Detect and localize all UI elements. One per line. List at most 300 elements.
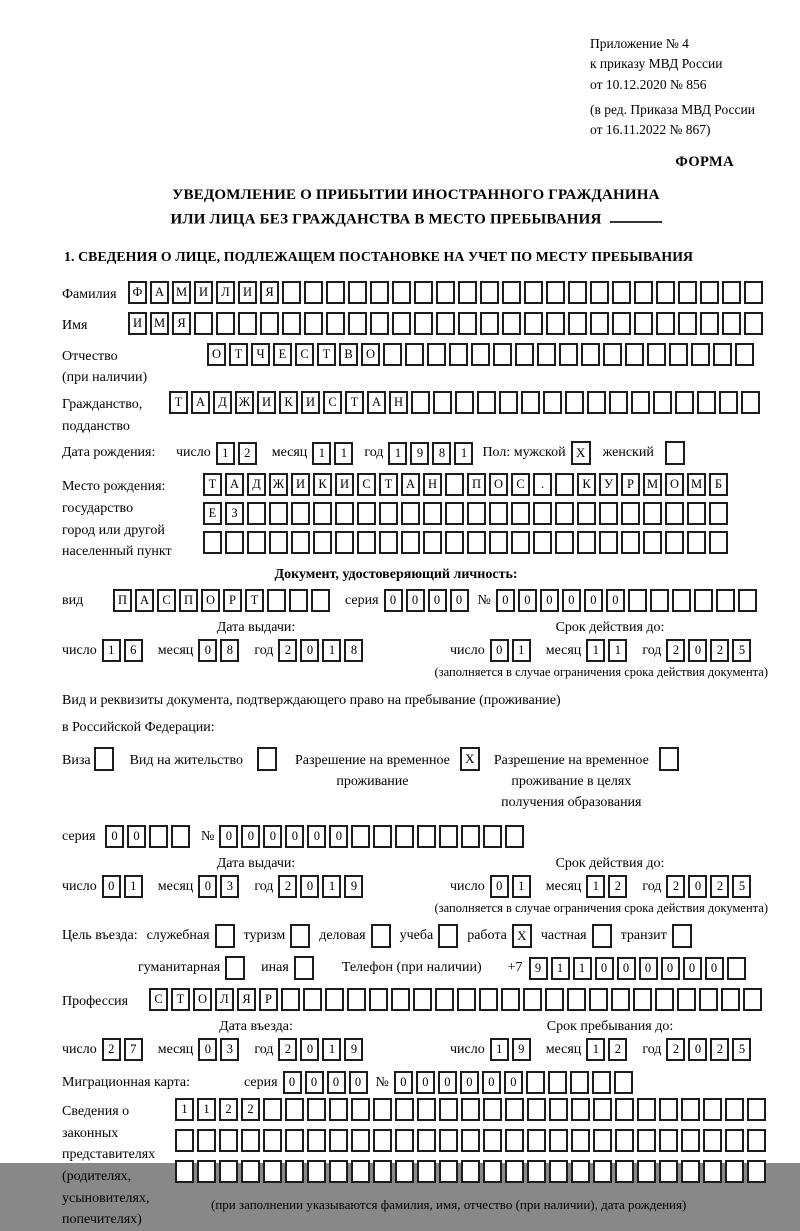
char-cell[interactable]: 0: [428, 589, 447, 612]
char-cell[interactable]: [348, 281, 367, 304]
char-cell[interactable]: [631, 391, 650, 414]
char-cell[interactable]: [533, 531, 552, 554]
char-cell[interactable]: А: [191, 391, 210, 414]
char-cell[interactable]: З: [225, 502, 244, 525]
char-cell[interactable]: [439, 1160, 458, 1183]
char-cell[interactable]: С: [357, 473, 376, 496]
char-cell[interactable]: [587, 391, 606, 414]
char-cell[interactable]: [282, 281, 301, 304]
char-cell[interactable]: М: [172, 281, 191, 304]
char-cell[interactable]: [521, 391, 540, 414]
char-cell[interactable]: [505, 825, 524, 848]
char-cell[interactable]: 1: [512, 639, 531, 662]
char-cell[interactable]: [502, 312, 521, 335]
char-cell[interactable]: Ж: [269, 473, 288, 496]
char-cell[interactable]: [483, 825, 502, 848]
char-cell[interactable]: [527, 1129, 546, 1152]
char-cell[interactable]: [643, 502, 662, 525]
char-cell[interactable]: А: [135, 589, 154, 612]
char-cell[interactable]: О: [361, 343, 380, 366]
char-cell[interactable]: .: [533, 473, 552, 496]
char-cell[interactable]: [247, 502, 266, 525]
char-cell[interactable]: И: [301, 391, 320, 414]
char-cell[interactable]: [678, 281, 697, 304]
char-cell[interactable]: [593, 1129, 612, 1152]
char-cell[interactable]: 2: [666, 1038, 685, 1061]
char-cell[interactable]: [691, 343, 710, 366]
char-cell[interactable]: Я: [172, 312, 191, 335]
char-cell[interactable]: О: [207, 343, 226, 366]
char-cell[interactable]: [725, 1129, 744, 1152]
char-cell[interactable]: [329, 1129, 348, 1152]
char-cell[interactable]: [555, 473, 574, 496]
char-cell[interactable]: [721, 988, 740, 1011]
char-cell[interactable]: 3: [220, 875, 239, 898]
char-cell[interactable]: [615, 1098, 634, 1121]
char-cell[interactable]: О: [665, 473, 684, 496]
char-cell[interactable]: [370, 312, 389, 335]
char-cell[interactable]: [744, 312, 763, 335]
char-cell[interactable]: [395, 1098, 414, 1121]
char-cell[interactable]: П: [179, 589, 198, 612]
char-cell[interactable]: [697, 391, 716, 414]
char-cell[interactable]: 6: [124, 639, 143, 662]
char-cell[interactable]: [526, 1071, 545, 1094]
char-cell[interactable]: М: [687, 473, 706, 496]
char-cell[interactable]: [555, 531, 574, 554]
char-cell[interactable]: [461, 1129, 480, 1152]
char-cell[interactable]: [659, 1160, 678, 1183]
purpose-transit-checkbox[interactable]: [672, 924, 692, 948]
char-cell[interactable]: [260, 312, 279, 335]
char-cell[interactable]: [269, 502, 288, 525]
char-cell[interactable]: 1: [124, 875, 143, 898]
char-cell[interactable]: 0: [300, 1038, 319, 1061]
char-cell[interactable]: [379, 531, 398, 554]
char-cell[interactable]: [655, 988, 674, 1011]
char-cell[interactable]: И: [238, 281, 257, 304]
char-cell[interactable]: [417, 1160, 436, 1183]
char-cell[interactable]: [373, 1098, 392, 1121]
char-cell[interactable]: С: [157, 589, 176, 612]
char-cell[interactable]: [194, 312, 213, 335]
char-cell[interactable]: [423, 531, 442, 554]
option-visa-checkbox[interactable]: [94, 747, 114, 771]
char-cell[interactable]: [677, 988, 696, 1011]
option-temp-residence-education-checkbox[interactable]: [659, 747, 679, 771]
char-cell[interactable]: [621, 502, 640, 525]
char-cell[interactable]: Ч: [251, 343, 270, 366]
char-cell[interactable]: [581, 343, 600, 366]
char-cell[interactable]: [467, 502, 486, 525]
char-cell[interactable]: 0: [241, 825, 260, 848]
char-cell[interactable]: [505, 1098, 524, 1121]
char-cell[interactable]: 0: [490, 875, 509, 898]
char-cell[interactable]: М: [150, 312, 169, 335]
char-cell[interactable]: О: [201, 589, 220, 612]
char-cell[interactable]: [527, 1160, 546, 1183]
char-cell[interactable]: [483, 1129, 502, 1152]
char-cell[interactable]: [570, 1071, 589, 1094]
char-cell[interactable]: [335, 502, 354, 525]
char-cell[interactable]: [665, 531, 684, 554]
char-cell[interactable]: 0: [349, 1071, 368, 1094]
char-cell[interactable]: [433, 391, 452, 414]
char-cell[interactable]: 2: [608, 1038, 627, 1061]
char-cell[interactable]: [599, 502, 618, 525]
char-cell[interactable]: Д: [247, 473, 266, 496]
char-cell[interactable]: [461, 1098, 480, 1121]
char-cell[interactable]: [457, 988, 476, 1011]
char-cell[interactable]: [269, 531, 288, 554]
char-cell[interactable]: 9: [512, 1038, 531, 1061]
char-cell[interactable]: Т: [345, 391, 364, 414]
char-cell[interactable]: 0: [617, 957, 636, 980]
char-cell[interactable]: 1: [512, 875, 531, 898]
char-cell[interactable]: Е: [273, 343, 292, 366]
char-cell[interactable]: [291, 502, 310, 525]
char-cell[interactable]: И: [128, 312, 147, 335]
char-cell[interactable]: [357, 502, 376, 525]
char-cell[interactable]: 2: [238, 442, 257, 465]
char-cell[interactable]: [502, 281, 521, 304]
char-cell[interactable]: Б: [709, 473, 728, 496]
char-cell[interactable]: 0: [705, 957, 724, 980]
purpose-official-checkbox[interactable]: [215, 924, 235, 948]
char-cell[interactable]: Р: [259, 988, 278, 1011]
char-cell[interactable]: [436, 281, 455, 304]
char-cell[interactable]: [307, 1160, 326, 1183]
char-cell[interactable]: [568, 312, 587, 335]
char-cell[interactable]: [439, 825, 458, 848]
char-cell[interactable]: 2: [666, 639, 685, 662]
char-cell[interactable]: 2: [710, 875, 729, 898]
char-cell[interactable]: [303, 988, 322, 1011]
char-cell[interactable]: [703, 1098, 722, 1121]
char-cell[interactable]: [351, 825, 370, 848]
char-cell[interactable]: [637, 1098, 656, 1121]
char-cell[interactable]: 3: [220, 1038, 239, 1061]
char-cell[interactable]: [567, 988, 586, 1011]
char-cell[interactable]: [291, 531, 310, 554]
char-cell[interactable]: [722, 312, 741, 335]
char-cell[interactable]: [263, 1129, 282, 1152]
char-cell[interactable]: [678, 312, 697, 335]
char-cell[interactable]: [285, 1129, 304, 1152]
purpose-work-checkbox[interactable]: X: [512, 924, 532, 948]
char-cell[interactable]: Р: [223, 589, 242, 612]
char-cell[interactable]: [571, 1129, 590, 1152]
char-cell[interactable]: [499, 391, 518, 414]
char-cell[interactable]: [523, 988, 542, 1011]
char-cell[interactable]: [395, 825, 414, 848]
char-cell[interactable]: [549, 1129, 568, 1152]
char-cell[interactable]: [650, 589, 669, 612]
char-cell[interactable]: А: [401, 473, 420, 496]
char-cell[interactable]: 5: [732, 875, 751, 898]
char-cell[interactable]: К: [313, 473, 332, 496]
char-cell[interactable]: [612, 281, 631, 304]
char-cell[interactable]: [505, 1160, 524, 1183]
char-cell[interactable]: Н: [423, 473, 442, 496]
char-cell[interactable]: [524, 312, 543, 335]
char-cell[interactable]: 2: [241, 1098, 260, 1121]
char-cell[interactable]: [351, 1098, 370, 1121]
char-cell[interactable]: [263, 1098, 282, 1121]
char-cell[interactable]: 1: [586, 1038, 605, 1061]
char-cell[interactable]: 0: [460, 1071, 479, 1094]
char-cell[interactable]: [483, 1098, 502, 1121]
char-cell[interactable]: 9: [529, 957, 548, 980]
char-cell[interactable]: 0: [198, 875, 217, 898]
char-cell[interactable]: П: [467, 473, 486, 496]
char-cell[interactable]: Т: [169, 391, 188, 414]
char-cell[interactable]: [461, 825, 480, 848]
char-cell[interactable]: [725, 1160, 744, 1183]
char-cell[interactable]: [395, 1160, 414, 1183]
char-cell[interactable]: [401, 531, 420, 554]
char-cell[interactable]: [479, 988, 498, 1011]
char-cell[interactable]: 5: [732, 1038, 751, 1061]
char-cell[interactable]: [659, 1129, 678, 1152]
char-cell[interactable]: [741, 391, 760, 414]
char-cell[interactable]: [735, 343, 754, 366]
char-cell[interactable]: [615, 1129, 634, 1152]
char-cell[interactable]: [369, 988, 388, 1011]
char-cell[interactable]: [282, 312, 301, 335]
char-cell[interactable]: 1: [454, 442, 473, 465]
char-cell[interactable]: [593, 1098, 612, 1121]
char-cell[interactable]: [634, 312, 653, 335]
char-cell[interactable]: 1: [586, 875, 605, 898]
char-cell[interactable]: Е: [203, 502, 222, 525]
char-cell[interactable]: 0: [329, 825, 348, 848]
char-cell[interactable]: 0: [219, 825, 238, 848]
char-cell[interactable]: [175, 1129, 194, 1152]
char-cell[interactable]: В: [339, 343, 358, 366]
char-cell[interactable]: [709, 531, 728, 554]
char-cell[interactable]: [614, 1071, 633, 1094]
char-cell[interactable]: 0: [384, 589, 403, 612]
char-cell[interactable]: [149, 825, 168, 848]
char-cell[interactable]: [439, 1098, 458, 1121]
char-cell[interactable]: [458, 312, 477, 335]
char-cell[interactable]: [480, 312, 499, 335]
char-cell[interactable]: [537, 343, 556, 366]
char-cell[interactable]: 0: [490, 639, 509, 662]
char-cell[interactable]: [405, 343, 424, 366]
char-cell[interactable]: [480, 281, 499, 304]
char-cell[interactable]: [263, 1160, 282, 1183]
char-cell[interactable]: [427, 343, 446, 366]
char-cell[interactable]: 1: [322, 1038, 341, 1061]
char-cell[interactable]: [197, 1160, 216, 1183]
char-cell[interactable]: 1: [334, 442, 353, 465]
option-temp-residence-checkbox[interactable]: X: [460, 747, 480, 771]
char-cell[interactable]: [285, 1098, 304, 1121]
purpose-humanitarian-checkbox[interactable]: [225, 956, 245, 980]
char-cell[interactable]: [313, 531, 332, 554]
char-cell[interactable]: [348, 312, 367, 335]
char-cell[interactable]: 0: [394, 1071, 413, 1094]
purpose-other-checkbox[interactable]: [294, 956, 314, 980]
char-cell[interactable]: 1: [490, 1038, 509, 1061]
char-cell[interactable]: 1: [322, 875, 341, 898]
char-cell[interactable]: [609, 391, 628, 414]
char-cell[interactable]: Л: [216, 281, 235, 304]
char-cell[interactable]: [545, 988, 564, 1011]
char-cell[interactable]: [727, 957, 746, 980]
char-cell[interactable]: [203, 531, 222, 554]
char-cell[interactable]: Н: [389, 391, 408, 414]
char-cell[interactable]: 1: [586, 639, 605, 662]
char-cell[interactable]: [637, 1160, 656, 1183]
char-cell[interactable]: [747, 1160, 766, 1183]
char-cell[interactable]: [392, 312, 411, 335]
char-cell[interactable]: [351, 1160, 370, 1183]
char-cell[interactable]: [643, 531, 662, 554]
char-cell[interactable]: 0: [482, 1071, 501, 1094]
char-cell[interactable]: [593, 1160, 612, 1183]
char-cell[interactable]: 0: [606, 589, 625, 612]
char-cell[interactable]: О: [193, 988, 212, 1011]
char-cell[interactable]: 0: [688, 1038, 707, 1061]
char-cell[interactable]: 0: [283, 1071, 302, 1094]
char-cell[interactable]: [675, 391, 694, 414]
char-cell[interactable]: [589, 988, 608, 1011]
char-cell[interactable]: 2: [278, 639, 297, 662]
char-cell[interactable]: 0: [688, 639, 707, 662]
char-cell[interactable]: [533, 502, 552, 525]
char-cell[interactable]: [546, 281, 565, 304]
char-cell[interactable]: [699, 988, 718, 1011]
char-cell[interactable]: 1: [573, 957, 592, 980]
char-cell[interactable]: 0: [198, 639, 217, 662]
char-cell[interactable]: [307, 1098, 326, 1121]
char-cell[interactable]: [747, 1129, 766, 1152]
char-cell[interactable]: [743, 988, 762, 1011]
char-cell[interactable]: 2: [102, 1038, 121, 1061]
char-cell[interactable]: 1: [216, 442, 235, 465]
char-cell[interactable]: [326, 312, 345, 335]
char-cell[interactable]: [445, 502, 464, 525]
char-cell[interactable]: Т: [379, 473, 398, 496]
char-cell[interactable]: С: [511, 473, 530, 496]
char-cell[interactable]: [439, 1129, 458, 1152]
char-cell[interactable]: 1: [312, 442, 331, 465]
char-cell[interactable]: [590, 312, 609, 335]
char-cell[interactable]: А: [150, 281, 169, 304]
char-cell[interactable]: Т: [203, 473, 222, 496]
char-cell[interactable]: [401, 502, 420, 525]
char-cell[interactable]: [241, 1160, 260, 1183]
char-cell[interactable]: 8: [220, 639, 239, 662]
option-residence-permit-checkbox[interactable]: [257, 747, 277, 771]
char-cell[interactable]: [247, 531, 266, 554]
char-cell[interactable]: [571, 1160, 590, 1183]
char-cell[interactable]: [511, 531, 530, 554]
char-cell[interactable]: Я: [237, 988, 256, 1011]
sex-male-checkbox[interactable]: X: [571, 441, 591, 465]
char-cell[interactable]: [461, 1160, 480, 1183]
char-cell[interactable]: [435, 988, 454, 1011]
char-cell[interactable]: [501, 988, 520, 1011]
char-cell[interactable]: [700, 281, 719, 304]
char-cell[interactable]: 0: [285, 825, 304, 848]
char-cell[interactable]: [747, 1098, 766, 1121]
char-cell[interactable]: Ф: [128, 281, 147, 304]
char-cell[interactable]: 0: [683, 957, 702, 980]
char-cell[interactable]: [647, 343, 666, 366]
char-cell[interactable]: 9: [344, 875, 363, 898]
char-cell[interactable]: [656, 281, 675, 304]
char-cell[interactable]: И: [257, 391, 276, 414]
char-cell[interactable]: Р: [621, 473, 640, 496]
char-cell[interactable]: [281, 988, 300, 1011]
char-cell[interactable]: [304, 281, 323, 304]
char-cell[interactable]: [417, 1098, 436, 1121]
char-cell[interactable]: [713, 343, 732, 366]
char-cell[interactable]: 0: [307, 825, 326, 848]
char-cell[interactable]: [325, 988, 344, 1011]
char-cell[interactable]: А: [225, 473, 244, 496]
char-cell[interactable]: [571, 1098, 590, 1121]
char-cell[interactable]: [411, 391, 430, 414]
char-cell[interactable]: И: [291, 473, 310, 496]
char-cell[interactable]: [592, 1071, 611, 1094]
char-cell[interactable]: 2: [666, 875, 685, 898]
char-cell[interactable]: [505, 1129, 524, 1152]
char-cell[interactable]: 0: [327, 1071, 346, 1094]
char-cell[interactable]: [445, 531, 464, 554]
char-cell[interactable]: [329, 1098, 348, 1121]
char-cell[interactable]: Т: [171, 988, 190, 1011]
char-cell[interactable]: [414, 312, 433, 335]
char-cell[interactable]: [599, 531, 618, 554]
char-cell[interactable]: [175, 1160, 194, 1183]
char-cell[interactable]: [304, 312, 323, 335]
char-cell[interactable]: [373, 1160, 392, 1183]
char-cell[interactable]: 1: [197, 1098, 216, 1121]
char-cell[interactable]: [722, 281, 741, 304]
sex-female-checkbox[interactable]: [665, 441, 685, 465]
char-cell[interactable]: К: [279, 391, 298, 414]
char-cell[interactable]: Л: [215, 988, 234, 1011]
char-cell[interactable]: [672, 589, 691, 612]
char-cell[interactable]: [311, 589, 330, 612]
char-cell[interactable]: Ж: [235, 391, 254, 414]
char-cell[interactable]: [555, 502, 574, 525]
char-cell[interactable]: Т: [229, 343, 248, 366]
char-cell[interactable]: [568, 281, 587, 304]
char-cell[interactable]: [700, 312, 719, 335]
char-cell[interactable]: [548, 1071, 567, 1094]
char-cell[interactable]: С: [323, 391, 342, 414]
char-cell[interactable]: С: [295, 343, 314, 366]
char-cell[interactable]: И: [335, 473, 354, 496]
char-cell[interactable]: [445, 473, 464, 496]
char-cell[interactable]: Т: [317, 343, 336, 366]
char-cell[interactable]: С: [149, 988, 168, 1011]
char-cell[interactable]: [335, 531, 354, 554]
char-cell[interactable]: [449, 343, 468, 366]
char-cell[interactable]: [681, 1129, 700, 1152]
char-cell[interactable]: 0: [504, 1071, 523, 1094]
char-cell[interactable]: [637, 1129, 656, 1152]
char-cell[interactable]: [383, 343, 402, 366]
char-cell[interactable]: Д: [213, 391, 232, 414]
char-cell[interactable]: [559, 343, 578, 366]
